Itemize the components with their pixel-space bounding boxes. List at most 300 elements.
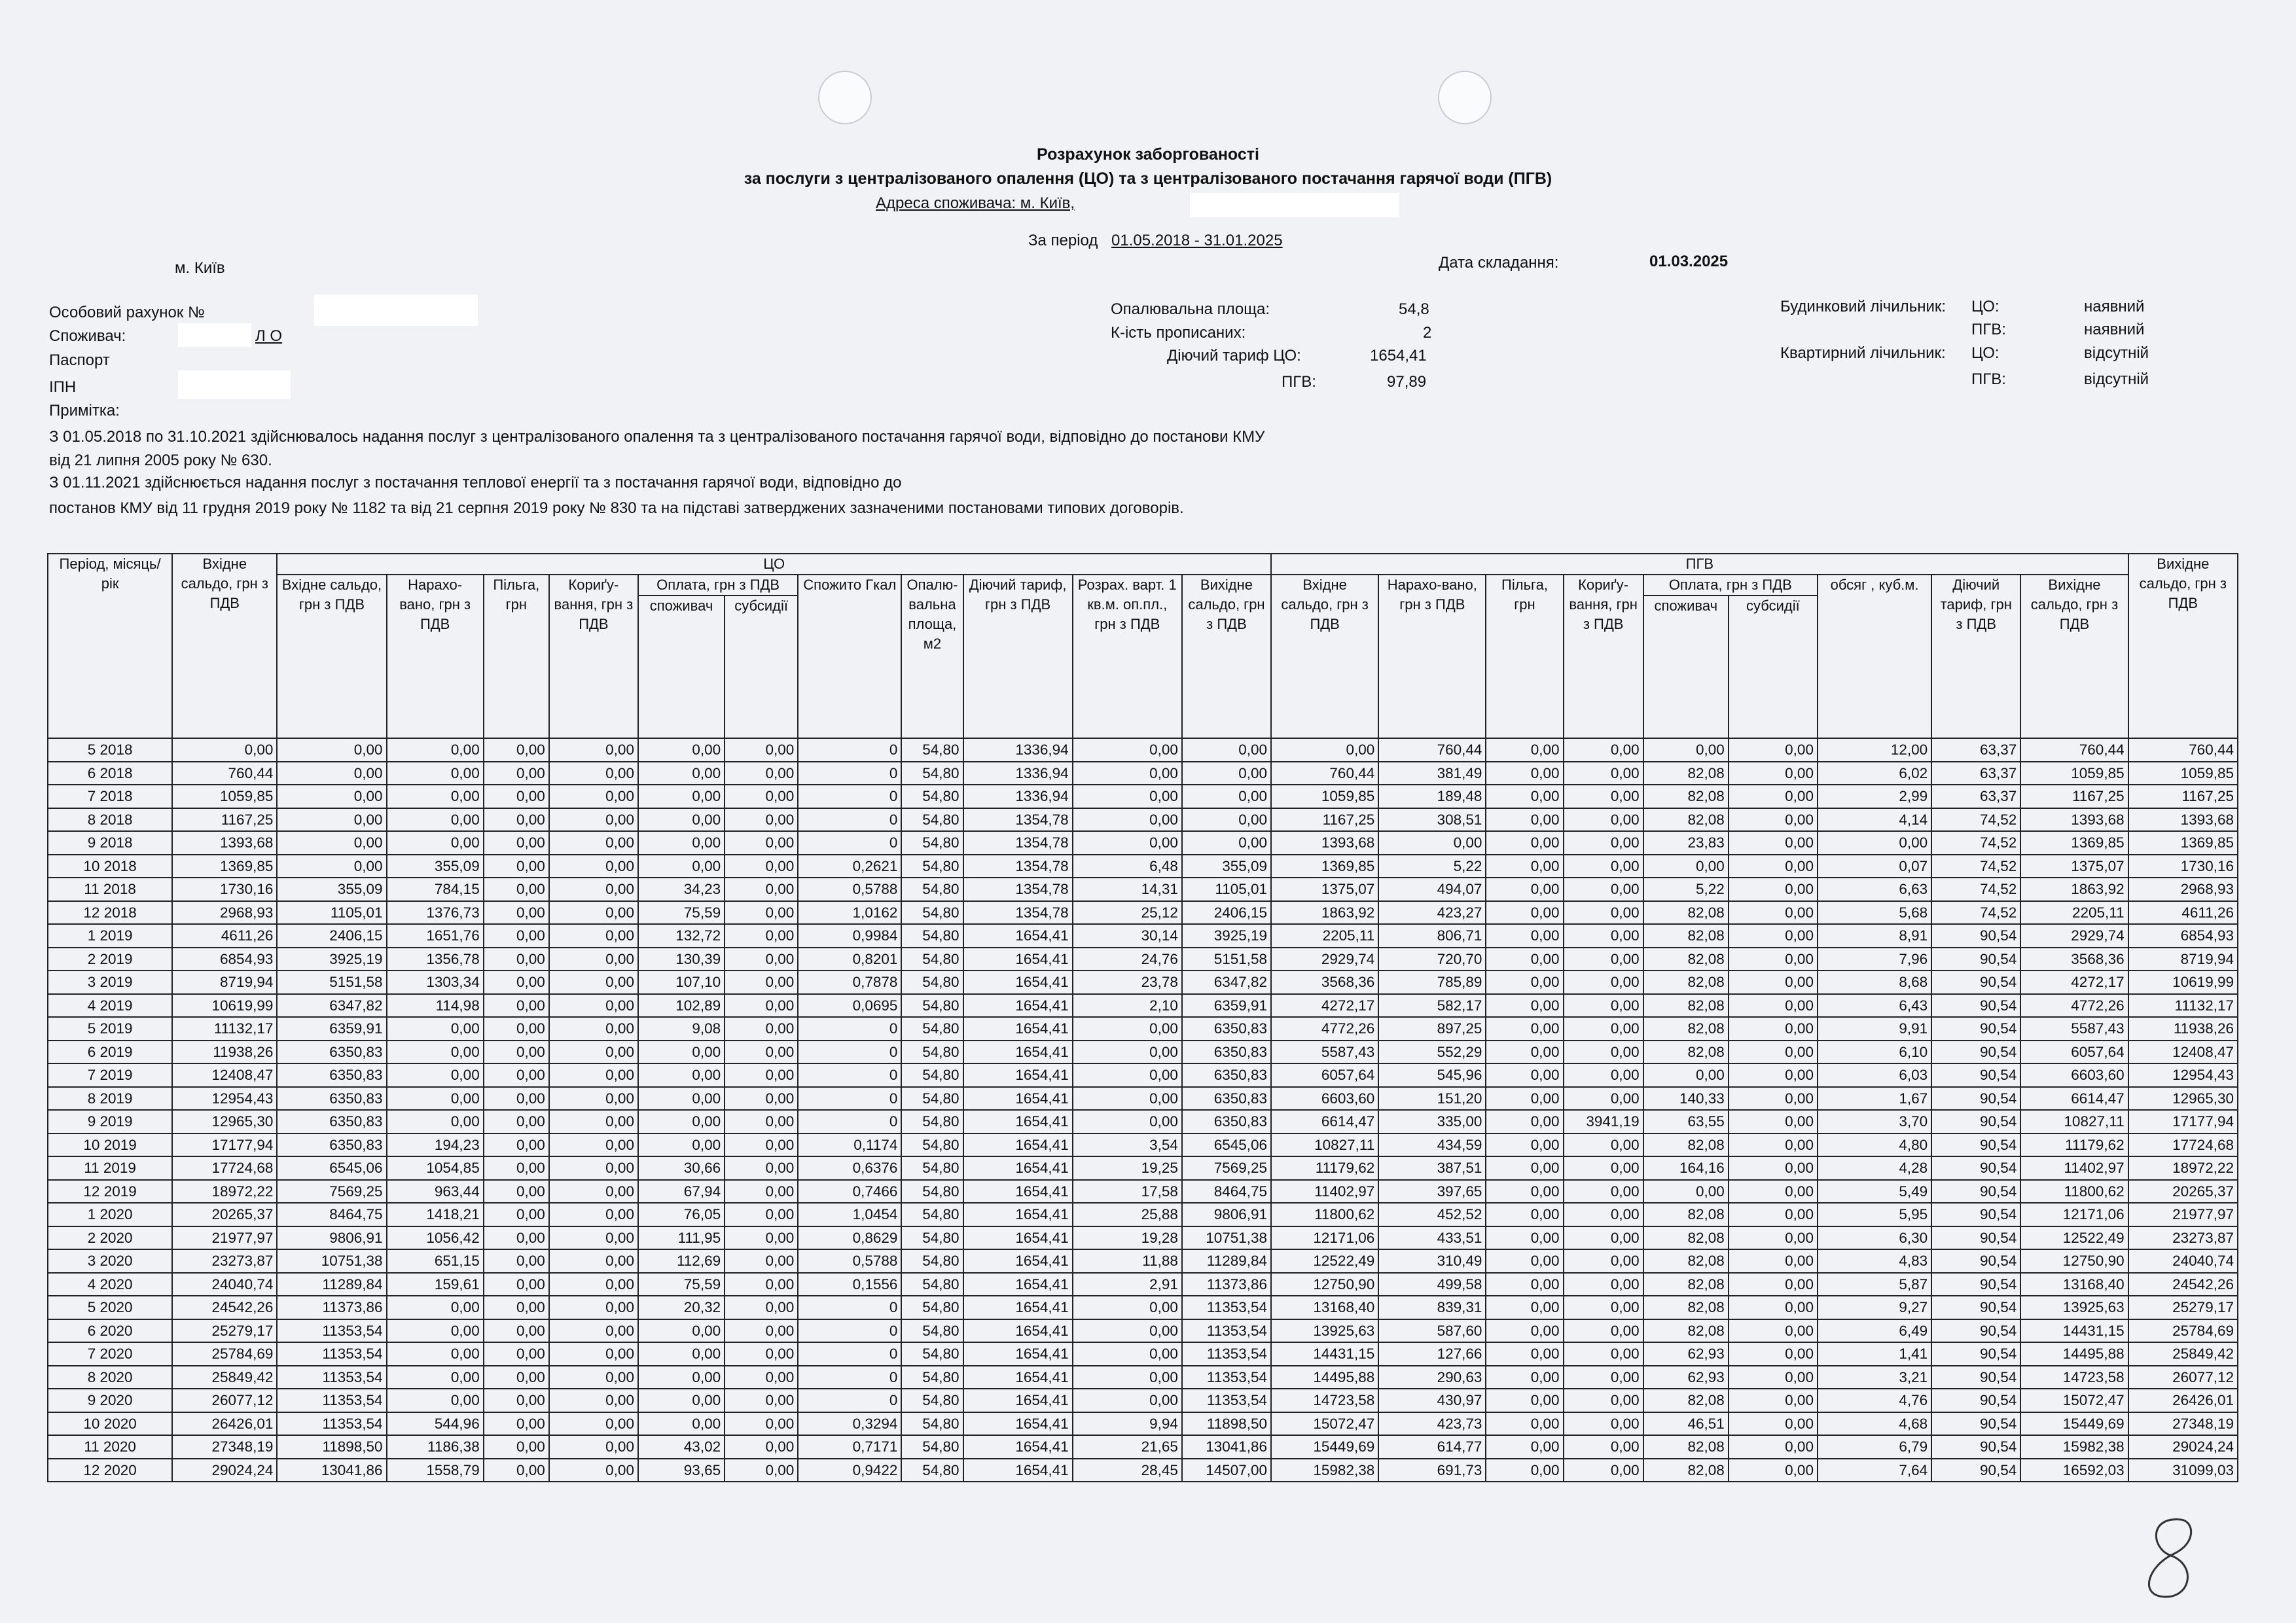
table-cell: 0,00: [484, 971, 549, 994]
area-value: 54,8: [1399, 300, 1429, 318]
table-cell: 1054,85: [387, 1156, 484, 1180]
table-cell: 0,00: [1073, 1366, 1182, 1389]
table-cell: 4,68: [1818, 1412, 1931, 1436]
table-cell: 0,00: [1643, 1180, 1729, 1204]
table-cell: 0,00: [725, 1156, 798, 1180]
period-cell: 8 2020: [48, 1366, 172, 1389]
table-row: [48, 1435, 2238, 1459]
table-cell: 0,00: [549, 1273, 638, 1296]
table-cell: 0,00: [1729, 1087, 1818, 1111]
table-cell: 0,00: [1564, 1063, 1643, 1087]
debt-table: [47, 553, 2238, 1482]
table-cell: 0,00: [484, 1366, 549, 1389]
table-cell: 0,00: [387, 808, 484, 832]
period-cell: 8 2019: [48, 1087, 172, 1111]
table-cell: 1654,41: [963, 1203, 1073, 1226]
table-cell: 691,73: [1378, 1459, 1486, 1482]
period-cell: 1 2019: [48, 924, 172, 948]
table-cell: 0,00: [1564, 1226, 1643, 1250]
table-cell: 82,08: [1643, 1041, 1729, 1064]
table-cell: 452,52: [1378, 1203, 1486, 1226]
period-cell: 6 2019: [48, 1041, 172, 1064]
table-cell: 1303,34: [387, 971, 484, 994]
table-cell: 1369,85: [2128, 831, 2238, 855]
table-cell: 0,00: [725, 948, 798, 971]
table-cell: 82,08: [1643, 1249, 1729, 1273]
table-cell: 0,00: [725, 1041, 798, 1064]
table-cell: 54,80: [901, 971, 963, 994]
table-cell: 20265,37: [172, 1203, 277, 1226]
table-cell: 0,00: [638, 1366, 725, 1389]
table-cell: 1167,25: [172, 808, 277, 832]
col-opening-balance: Вхідне сальдо, грн з ПДВ: [172, 554, 277, 738]
table-cell: 1654,41: [963, 1017, 1073, 1041]
table-cell: 0,00: [549, 808, 638, 832]
table-cell: 6350,83: [277, 1087, 386, 1111]
table-cell: 82,08: [1643, 1435, 1729, 1459]
table-cell: 2929,74: [2020, 924, 2128, 948]
table-cell: 0,00: [1564, 1156, 1643, 1180]
table-cell: 1654,41: [963, 1273, 1073, 1296]
table-cell: 14495,88: [1271, 1366, 1378, 1389]
table-cell: 0,00: [1564, 808, 1643, 832]
table-cell: 6603,60: [1271, 1087, 1378, 1111]
table-cell: 9,91: [1818, 1017, 1931, 1041]
table-cell: 0,00: [1564, 1459, 1643, 1482]
table-cell: 0: [798, 1389, 901, 1412]
table-cell: 1654,41: [963, 1226, 1073, 1250]
table-cell: 19,25: [1073, 1156, 1182, 1180]
table-cell: 132,72: [638, 924, 725, 948]
table-cell: 0,00: [1486, 1226, 1563, 1250]
area-label: Опалювальна площа:: [1111, 300, 1270, 318]
table-cell: 0,00: [549, 994, 638, 1018]
table-cell: 0,9422: [798, 1459, 901, 1482]
table-cell: 0,00: [1564, 1319, 1643, 1343]
table-cell: 1654,41: [963, 948, 1073, 971]
table-cell: 24542,26: [172, 1296, 277, 1319]
table-cell: 1336,94: [963, 785, 1073, 808]
table-cell: 0,00: [1729, 971, 1818, 994]
table-cell: 12750,90: [1271, 1273, 1378, 1296]
table-cell: 1375,07: [1271, 878, 1378, 901]
table-cell: 4,80: [1818, 1133, 1931, 1157]
table-cell: 6350,83: [277, 1063, 386, 1087]
table-cell: 0,00: [277, 855, 386, 878]
col-co-unit-cost: Розрах. варт. 1 кв.м. оп.пл., грн з ПДВ: [1073, 575, 1182, 738]
table-cell: 54,80: [901, 1017, 963, 1041]
table-cell: 12954,43: [172, 1087, 277, 1111]
period-cell: 1 2020: [48, 1203, 172, 1226]
table-cell: 0,00: [1564, 1017, 1643, 1041]
tariff-co-value: 1654,41: [1370, 347, 1427, 365]
table-cell: 0,1556: [798, 1273, 901, 1296]
table-cell: 1336,94: [963, 762, 1073, 785]
table-cell: 1654,41: [963, 1435, 1073, 1459]
table-cell: 0,00: [387, 1017, 484, 1041]
table-cell: 0,00: [1643, 855, 1729, 878]
table-cell: 0,00: [1564, 878, 1643, 901]
table-cell: 15982,38: [1271, 1459, 1378, 1482]
table-cell: 0,00: [1073, 1342, 1182, 1366]
table-cell: 54,80: [901, 1133, 963, 1157]
table-cell: 0,00: [172, 738, 277, 762]
table-cell: 1354,78: [963, 878, 1073, 901]
table-cell: 0,00: [1564, 994, 1643, 1018]
table-cell: 0,00: [1073, 738, 1182, 762]
table-cell: 614,77: [1378, 1435, 1486, 1459]
table-cell: 6350,83: [277, 1110, 386, 1133]
table-cell: 26426,01: [2128, 1389, 2238, 1412]
table-cell: 0,00: [549, 855, 638, 878]
table-cell: 0,00: [638, 1110, 725, 1133]
note-line-2: від 21 липня 2005 року № 630.: [49, 452, 272, 469]
table-cell: 54,80: [901, 1296, 963, 1319]
table-cell: 2968,93: [172, 901, 277, 925]
table-cell: 1654,41: [963, 1459, 1073, 1482]
table-cell: 1336,94: [963, 738, 1073, 762]
table-cell: 93,65: [638, 1459, 725, 1482]
table-cell: 4272,17: [2020, 971, 2128, 994]
table-cell: 0,00: [638, 1041, 725, 1064]
table-cell: 0,00: [1486, 831, 1563, 855]
table-cell: 0,00: [387, 1296, 484, 1319]
table-cell: 140,33: [1643, 1087, 1729, 1111]
table-cell: 90,54: [1931, 1133, 2020, 1157]
table-cell: 6,10: [1818, 1041, 1931, 1064]
col-co-gcal: Спожито Гкал: [798, 575, 901, 738]
table-cell: 499,58: [1378, 1273, 1486, 1296]
table-cell: 25784,69: [2128, 1319, 2238, 1343]
table-cell: 0,00: [638, 855, 725, 878]
table-cell: 0,00: [638, 785, 725, 808]
table-cell: 0,00: [1729, 1389, 1818, 1412]
table-cell: 0,00: [387, 1389, 484, 1412]
table-cell: 25279,17: [2128, 1296, 2238, 1319]
table-cell: 14723,58: [2020, 1366, 2128, 1389]
table-cell: 82,08: [1643, 971, 1729, 994]
col-pgv-payment-subsidy: субсидії: [1729, 596, 1818, 738]
table-cell: 0,00: [484, 1459, 549, 1482]
table-cell: 0,00: [549, 1412, 638, 1436]
table-cell: 62,93: [1643, 1342, 1729, 1366]
table-cell: 90,54: [1931, 1366, 2020, 1389]
table-cell: 582,17: [1378, 994, 1486, 1018]
date-label: Дата складання:: [1439, 254, 1559, 272]
table-cell: 3,70: [1818, 1110, 1931, 1133]
period-cell: 12 2019: [48, 1180, 172, 1204]
table-cell: 0,00: [549, 1110, 638, 1133]
table-cell: 11898,50: [1182, 1412, 1271, 1436]
table-cell: 0,00: [725, 1226, 798, 1250]
table-cell: 5,87: [1818, 1273, 1931, 1296]
table-cell: 0,00: [1643, 738, 1729, 762]
table-cell: 0,00: [549, 1319, 638, 1343]
apartment-meter-pgv-value: відсутній: [2084, 370, 2149, 388]
table-cell: 164,16: [1643, 1156, 1729, 1180]
table-cell: 14431,15: [1271, 1342, 1378, 1366]
col-pgv-payment-consumer: споживач: [1643, 596, 1729, 738]
table-cell: 0,00: [549, 924, 638, 948]
table-cell: 1,67: [1818, 1087, 1931, 1111]
table-cell: 0,00: [484, 762, 549, 785]
table-cell: 760,44: [1378, 738, 1486, 762]
table-cell: 0,00: [549, 1203, 638, 1226]
table-cell: 0,00: [484, 785, 549, 808]
table-cell: 74,52: [1931, 901, 2020, 925]
table-cell: 4611,26: [172, 924, 277, 948]
table-cell: 16592,03: [2020, 1459, 2128, 1482]
table-cell: 1654,41: [963, 994, 1073, 1018]
table-row: [48, 1063, 2238, 1087]
table-cell: 54,80: [901, 878, 963, 901]
table-row: [48, 1133, 2238, 1157]
table-cell: 785,89: [1378, 971, 1486, 994]
table-cell: 0,5788: [798, 878, 901, 901]
table-cell: 0,00: [1729, 1203, 1818, 1226]
table-cell: 90,54: [1931, 1063, 2020, 1087]
building-meter-co-value: наявний: [2084, 298, 2145, 315]
table-cell: 0,00: [549, 1249, 638, 1273]
table-cell: 63,37: [1931, 785, 2020, 808]
table-cell: 0,00: [1729, 831, 1818, 855]
table-cell: 62,93: [1643, 1366, 1729, 1389]
table-cell: 30,14: [1073, 924, 1182, 948]
table-cell: 2,10: [1073, 994, 1182, 1018]
table-cell: 0,00: [725, 855, 798, 878]
table-cell: 0,00: [549, 1156, 638, 1180]
table-cell: 1654,41: [963, 1156, 1073, 1180]
account-label: Особовий рахунок №: [49, 304, 205, 321]
table-cell: 0,00: [1073, 1087, 1182, 1111]
table-cell: 0,7878: [798, 971, 901, 994]
table-cell: 0,00: [549, 1017, 638, 1041]
table-cell: 0,00: [484, 1435, 549, 1459]
table-cell: 0,00: [1564, 855, 1643, 878]
table-cell: 0,00: [725, 1110, 798, 1133]
table-cell: 82,08: [1643, 762, 1729, 785]
address-redaction: [1190, 193, 1399, 217]
table-cell: 335,00: [1378, 1110, 1486, 1133]
table-cell: 0,00: [484, 1319, 549, 1343]
table-cell: 0,00: [549, 1063, 638, 1087]
table-cell: 5587,43: [2020, 1017, 2128, 1041]
table-cell: 0,00: [1564, 762, 1643, 785]
period-cell: 12 2018: [48, 901, 172, 925]
table-cell: 0,00: [549, 971, 638, 994]
col-pgv-closing: Вихідне сальдо, грн з ПДВ: [2020, 575, 2128, 738]
table-cell: 30,66: [638, 1156, 725, 1180]
table-cell: 0,00: [1486, 1412, 1563, 1436]
table-cell: 0,00: [484, 1110, 549, 1133]
table-cell: 0,00: [1564, 1435, 1643, 1459]
table-cell: 11402,97: [2020, 1156, 2128, 1180]
table-cell: 18972,22: [2128, 1156, 2238, 1180]
table-cell: 0,00: [549, 1389, 638, 1412]
table-cell: 8719,94: [172, 971, 277, 994]
table-cell: 0,00: [1486, 901, 1563, 925]
table-cell: 806,71: [1378, 924, 1486, 948]
table-cell: 7,96: [1818, 948, 1931, 971]
table-cell: 12750,90: [2020, 1249, 2128, 1273]
table-cell: 11898,50: [277, 1435, 386, 1459]
table-cell: 29024,24: [2128, 1435, 2238, 1459]
table-cell: 54,80: [901, 855, 963, 878]
table-cell: 3,21: [1818, 1366, 1931, 1389]
table-cell: 545,96: [1378, 1063, 1486, 1087]
date-value: 01.03.2025: [1649, 253, 1729, 270]
table-cell: 355,09: [277, 878, 386, 901]
table-cell: 0,00: [549, 762, 638, 785]
table-cell: 7569,25: [1182, 1156, 1271, 1180]
table-cell: 0,00: [1564, 1203, 1643, 1226]
table-cell: 90,54: [1931, 1342, 2020, 1366]
table-cell: 0,00: [725, 1319, 798, 1343]
table-cell: 12965,30: [2128, 1087, 2238, 1111]
table-cell: 0,00: [484, 1342, 549, 1366]
table-cell: 11353,54: [1182, 1389, 1271, 1412]
table-cell: 0,00: [387, 1063, 484, 1087]
table-cell: 74,52: [1931, 808, 2020, 832]
table-cell: 0,00: [484, 878, 549, 901]
table-cell: 0,00: [1073, 1041, 1182, 1064]
table-cell: 0,00: [1564, 948, 1643, 971]
table-cell: 0,00: [1486, 1459, 1563, 1482]
table-cell: 90,54: [1931, 1017, 2020, 1041]
col-co-payment: Оплата, грн з ПДВ: [638, 575, 798, 596]
table-cell: 0,00: [1486, 1203, 1563, 1226]
table-cell: 0,00: [1564, 1389, 1643, 1412]
table-cell: 189,48: [1378, 785, 1486, 808]
table-cell: 0: [798, 1087, 901, 1111]
table-cell: 0,3294: [798, 1412, 901, 1436]
table-cell: 1354,78: [963, 831, 1073, 855]
table-cell: 5151,58: [277, 971, 386, 994]
table-cell: 3,54: [1073, 1133, 1182, 1157]
table-cell: 0,00: [1564, 738, 1643, 762]
table-cell: 0,00: [1729, 1435, 1818, 1459]
table-row: [48, 878, 2238, 901]
table-cell: 11353,54: [277, 1342, 386, 1366]
table-cell: 3925,19: [277, 948, 386, 971]
table-cell: 15449,69: [2020, 1412, 2128, 1436]
table-cell: 54,80: [901, 831, 963, 855]
table-cell: 0,00: [725, 1435, 798, 1459]
period-cell: 2 2020: [48, 1226, 172, 1250]
table-cell: 0,00: [1486, 1180, 1563, 1204]
table-cell: 5,22: [1643, 878, 1729, 901]
period-cell: 7 2020: [48, 1342, 172, 1366]
table-cell: 54,80: [901, 901, 963, 925]
table-cell: 0,00: [725, 924, 798, 948]
table-cell: 28,45: [1073, 1459, 1182, 1482]
table-cell: 1393,68: [172, 831, 277, 855]
table-cell: 0,00: [638, 738, 725, 762]
table-cell: 355,09: [387, 855, 484, 878]
table-cell: 0,00: [725, 901, 798, 925]
table-cell: 54,80: [901, 1087, 963, 1111]
table-cell: 14431,15: [2020, 1319, 2128, 1343]
table-cell: 0,00: [1564, 1273, 1643, 1296]
table-cell: 0,00: [549, 1296, 638, 1319]
table-row: [48, 1273, 2238, 1296]
table-cell: 720,70: [1378, 948, 1486, 971]
table-cell: 0,00: [1729, 1412, 1818, 1436]
table-cell: 0: [798, 738, 901, 762]
table-cell: 0,00: [484, 738, 549, 762]
table-cell: 1654,41: [963, 1319, 1073, 1343]
table-cell: 11132,17: [172, 1017, 277, 1041]
table-cell: 111,95: [638, 1226, 725, 1250]
table-cell: 6,63: [1818, 878, 1931, 901]
table-cell: 0,00: [1564, 1041, 1643, 1064]
table-cell: 0,00: [1486, 1156, 1563, 1180]
table-cell: 0,00: [549, 1366, 638, 1389]
table-cell: 17177,94: [172, 1133, 277, 1157]
table-cell: 0,00: [725, 1273, 798, 1296]
table-cell: 430,97: [1378, 1389, 1486, 1412]
table-cell: 0,8629: [798, 1226, 901, 1250]
table-cell: 0,00: [549, 831, 638, 855]
table-cell: 74,52: [1931, 878, 2020, 901]
table-cell: 0,00: [1486, 1319, 1563, 1343]
table-cell: 8,68: [1818, 971, 1931, 994]
table-cell: 26077,12: [172, 1389, 277, 1412]
table-cell: 1369,85: [2020, 831, 2128, 855]
table-cell: 423,27: [1378, 901, 1486, 925]
table-cell: 82,08: [1643, 1296, 1729, 1319]
table-cell: 82,08: [1643, 901, 1729, 925]
table-cell: 6057,64: [2020, 1041, 2128, 1064]
table-cell: 0,00: [1073, 1296, 1182, 1319]
group-pgv: ПГВ: [1271, 554, 2128, 575]
table-cell: 1654,41: [963, 1296, 1073, 1319]
table-cell: 54,80: [901, 1156, 963, 1180]
table-cell: 6359,91: [277, 1017, 386, 1041]
table-cell: 387,51: [1378, 1156, 1486, 1180]
tariff-pgv-label: ПГВ:: [1282, 373, 1316, 391]
table-cell: 6,02: [1818, 762, 1931, 785]
table-cell: 15072,47: [1271, 1412, 1378, 1436]
table-cell: 1654,41: [963, 1366, 1073, 1389]
table-cell: 0,00: [1564, 1366, 1643, 1389]
table-cell: 760,44: [2020, 738, 2128, 762]
table-cell: 0,00: [484, 1203, 549, 1226]
table-cell: 4611,26: [2128, 901, 2238, 925]
table-cell: 552,29: [1378, 1041, 1486, 1064]
table-cell: 12408,47: [172, 1063, 277, 1087]
table-cell: 6347,82: [1182, 971, 1271, 994]
period-cell: 10 2020: [48, 1412, 172, 1436]
table-cell: 0,00: [484, 994, 549, 1018]
period-cell: 9 2019: [48, 1110, 172, 1133]
table-cell: 0,00: [1729, 1319, 1818, 1343]
table-cell: 0,00: [549, 1133, 638, 1157]
table-cell: 433,51: [1378, 1226, 1486, 1250]
table-cell: 1418,21: [387, 1203, 484, 1226]
table-cell: 587,60: [1378, 1319, 1486, 1343]
table-cell: 75,59: [638, 901, 725, 925]
table-cell: 0,00: [1486, 738, 1563, 762]
table-cell: 82,08: [1643, 808, 1729, 832]
table-cell: 4772,26: [1271, 1017, 1378, 1041]
table-cell: 5,68: [1818, 901, 1931, 925]
table-cell: 21977,97: [2128, 1203, 2238, 1226]
table-cell: 1,0454: [798, 1203, 901, 1226]
table-cell: 651,15: [387, 1249, 484, 1273]
apartment-meter-co-label: ЦО:: [1971, 344, 2000, 362]
table-cell: 7569,25: [277, 1180, 386, 1204]
